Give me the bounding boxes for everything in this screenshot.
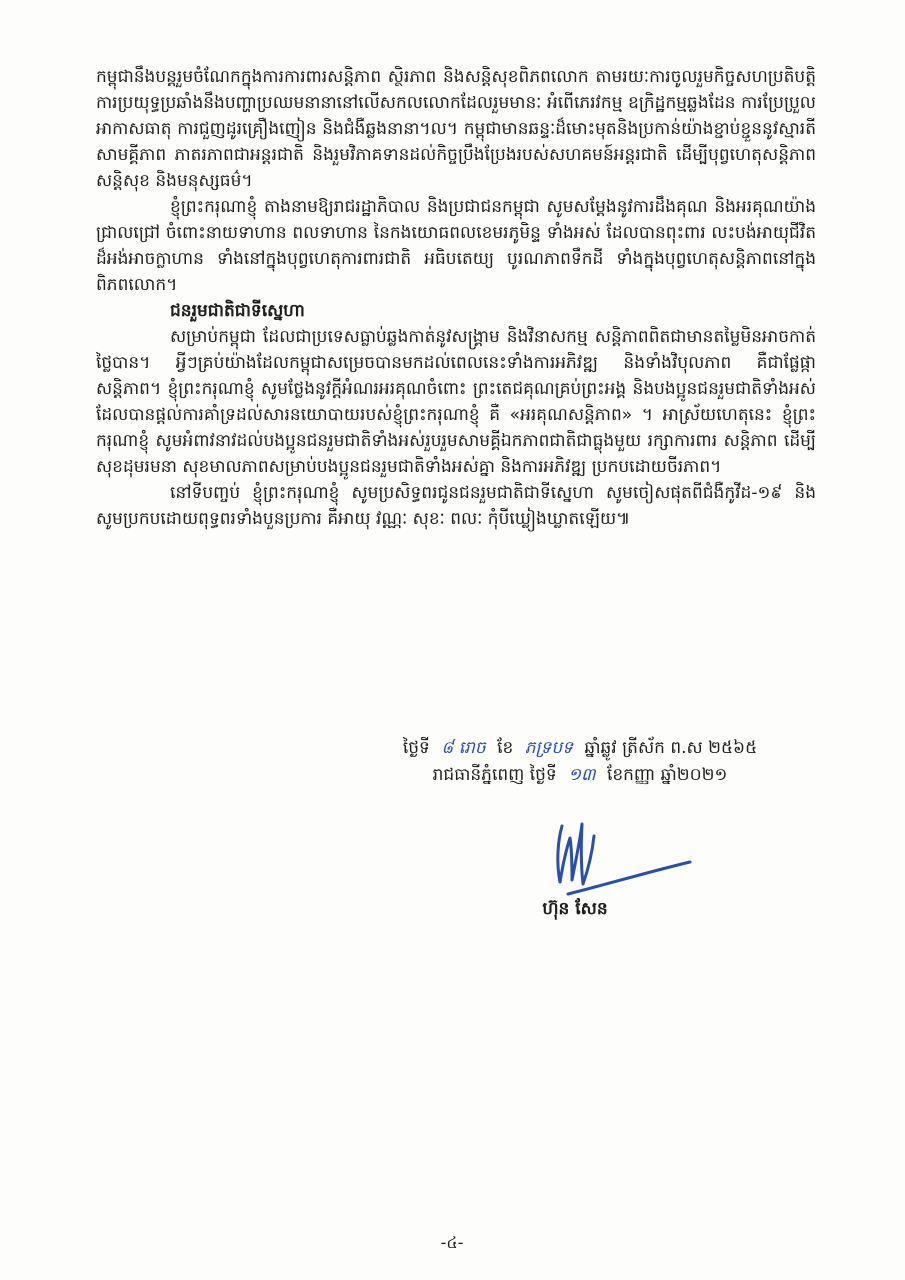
dateline [340, 735, 820, 789]
paragraph-4: នៅទីបញ្ចប់ ខ្ញុំព្រះករុណាខ្ញុំ សូមប្រសិទ្ធពរជូនជនរួមជាតិជាទីស្នេហា សូមចៀសផុតពីជំងឺកូវីដ-១៩ និងសូមប្រកបដោយពុទ្ធពរទាំងបួនប្រការ គឺអាយុ វណ្ណៈ សុខៈ ពលៈ កុំបីឃ្លៀងឃ្លាតឡើយ៕ [96, 483, 816, 529]
signer-name: ហ៊ុន សែន [542, 899, 608, 919]
paragraph-3: សម្រាប់កម្ពុជា ដែលជាប្រទេសធ្លាប់ឆ្លងកាត់នូវសង្គ្រាម និងវិនាសកម្ម សន្តិភាពពិតជាមានតម្លៃមិនអាចកាត់ថ្លៃបាន។ អ្វីៗគ្រប់យ៉ាងដែលកម្ពុជាសម្រេចបានមកដល់ពេលនេះទាំងការអភិវឌ្ឍ និងទាំងវិបុលភាព គឺជាផ្លែផ្កាសន្តិភាព។ ខ្ញុំព្រះករុណាខ្ញុំ សូមថ្លែងនូវក្តីអំណរអរគុណចំពោះ ព្រះតេជគុណគ្រប់ព្រះអង្គ និងបងប្អូនជនរួមជាតិទាំងអស់ ដែលបានផ្ដល់ការគាំទ្រដល់សារនយោបាយរបស់ខ្ញុំព្រះករុណាខ្ញុំ គឺ «អរគុណសន្តិភាព» ។ អាស្រ័យហេតុនេះ ខ្ញុំព្រះករុណាខ្ញុំ សូមអំពាវនាវដល់បងប្អូនជនរួមជាតិទាំងអស់រួបរួមសាមគ្គីឯកភាពជាតិជាធ្លុងមួយ រក្សាការពារ សន្តិភាព ដើម្បីសុខដុមរមនា សុខមាលភាពសម្រាប់បងប្អូនជនរួមជាតិទាំងអស់គ្នា និងការអភិវឌ្ឍ ប្រកបដោយចីរភាព។ [96, 327, 816, 477]
signature-mark [548, 810, 698, 900]
solar-place-prefix: រាជធានីភ្នំពេញ ថ្ងៃទី [432, 765, 557, 785]
lunar-day-prefix: ថ្ងៃទី [402, 738, 430, 758]
lunar-day-handwritten: ៨ រោច [441, 738, 486, 758]
solar-date-line [340, 762, 820, 789]
lunar-month-handwritten: ភទ្របទ [524, 738, 573, 758]
signature-icon [548, 810, 698, 900]
page-number: -៤- [440, 1233, 464, 1252]
lunar-date-line [340, 735, 820, 762]
paragraph-2: ខ្ញុំព្រះករុណាខ្ញុំ តាងនាមឱ្យរាជរដ្ឋាភិបាល និងប្រជាជនកម្ពុជា សូមសម្ដែងនូវការដឹងគុណ និងអរគុណយ៉ាងជ្រាលជ្រៅ ចំពោះនាយទាហាន ពលទាហាន នៃកងយោធពលខេមរភូមិន្ទ ទាំងអស់ ដែលបានពុះពារ លះបង់អាយុជីវិតដ៏អង់អាចក្លាហាន ទាំងនៅក្នុងបុព្វហេតុការពារជាតិ អធិបតេយ្យ បូរណភាពទឹកដី ទាំងក្នុងបុព្វហេតុសន្តិភាពនៅក្នុងពិភពលោក។ [96, 197, 816, 295]
solar-month-year: ខែកញ្ញា ឆ្នាំ២០២១ [606, 765, 728, 785]
paragraph-1: កម្ពុជានឹងបន្តរួមចំណែកក្នុងការការពារសន្តិភាព ស្ថិរភាព និងសន្តិសុខពិភពលោក តាមរយៈការចូលរួមកិច្ចសហប្រតិបត្តិការប្រយុទ្ធប្រឆាំងនឹងបញ្ហាប្រឈមនានានៅលើសកលលោកដែលរួមមានៈ អំពើភេរវកម្ម ឧក្រិដ្ឋកម្មឆ្លងដែន ការប្រែប្រួលអាកាសធាតុ ការជួញដូរគ្រឿងញៀន និងជំងឺឆ្លងនានា។ល។ កម្ពុជាមានឆន្ទៈដ៏មោះមុតនិងប្រកាន់យ៉ាងខ្ជាប់ខ្ជួននូវស្មារតីសាមគ្គីភាព ភាតរភាពជាអន្តរជាតិ និងរួមវិភាគទានដល់កិច្ចប្រឹងប្រែងរបស់សហគមន៍អន្តរជាតិ ដើម្បីបុព្វហេតុសន្តិភាព សន្តិសុខ និងមនុស្សធម៌។ [96, 67, 816, 191]
letter-body [96, 64, 816, 532]
solar-day-handwritten: ១៣ [568, 765, 596, 785]
salutation-heading: ជនរួមជាតិជាទីស្នេហា [170, 301, 305, 321]
lunar-month-prefix: ខែ [497, 738, 514, 758]
lunar-year: ឆ្នាំឆ្លូវ ត្រីស័ក ព.ស ២៥៦៥ [584, 738, 758, 758]
